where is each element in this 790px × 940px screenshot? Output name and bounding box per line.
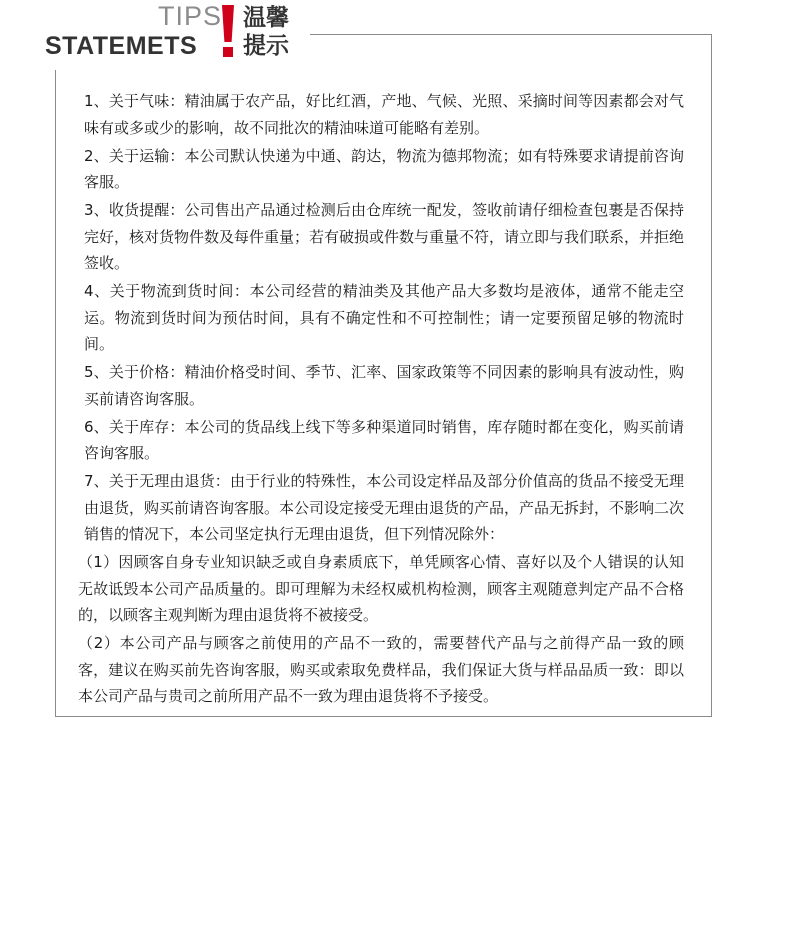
notice-paragraph-price: 5、关于价格：精油价格受时间、季节、汇率、国家政策等不同因素的影响具有波动性，购买前请咨询客服。 [84,363,684,408]
notice-paragraph-returns-exception-2: （2）本公司产品与顾客之前使用的产品不一致的，需要替代产品与之前得产品一致的顾客，建议在购买前先咨询客服，购买或索取免费样品，我们保证大货与样品品质一致：即以本公司产品与贵司之前所用产品不一致为理由退货将不予接受。 [78,634,684,705]
notice-paragraph-receipt: 3、收货提醒：公司售出产品通过检测后由仓库统一配发，签收前请仔细检查包裹是否保持完好，核对货物件数及每件重量；若有破损或件数与重量不符，请立即与我们联系，并拒绝签收。 [84,201,685,272]
page-title [243,4,299,60]
title-line-1: 温馨 [243,5,289,31]
notice-paragraph-returns: 7、关于无理由退货：由于行业的特殊性，本公司设定样品及部分价值高的货品不接受无理由退货，购买前请咨询客服。本公司设定接受无理由退货的产品，产品无拆封，不影响二次销售的情况下，本公司坚定执行无理由退货，但下列情况除外： [84,472,685,543]
notice-content [78,88,685,711]
notice-paragraph-shipping: 2、关于运输：本公司默认快递为中通、韵达，物流为德邦物流；如有特殊要求请提前咨询客服。 [84,146,684,191]
statements-label: STATEMETS [45,32,198,60]
notice-paragraph-stock: 6、关于库存：本公司的货品线上线下等多种渠道同时销售，库存随时都在变化，购买前请咨询客服。 [84,417,684,462]
notice-paragraph-delivery-time: 4、关于物流到货时间：本公司经营的精油类及其他产品大多数均是液体，通常不能走空运。物流到货时间为预估时间，具有不确定性和不可控制性；请一定要预留足够的物流时间。 [84,282,684,353]
title-line-2: 提示 [243,33,289,59]
notice-paragraph-smell: 1、关于气味：精油属于农产品，好比红酒，产地、气候、光照、采摘时间等因素都会对气味有或多或少的影响，故不同批次的精油味道可能略有差别。 [84,92,684,137]
notice-paragraph-returns-exception-1: （1）因顾客自身专业知识缺乏或自身素质底下，单凭顾客心情、喜好以及个人错误的认知无故诋毁本公司产品质量的。即可理解为未经权威机构检测，顾客主观随意判定产品不合格的，以顾客主观判断为理由退货将不被接受。 [78,553,684,624]
exclamation-icon [222,5,234,59]
tips-label: TIPS [158,1,223,31]
header [40,0,310,70]
